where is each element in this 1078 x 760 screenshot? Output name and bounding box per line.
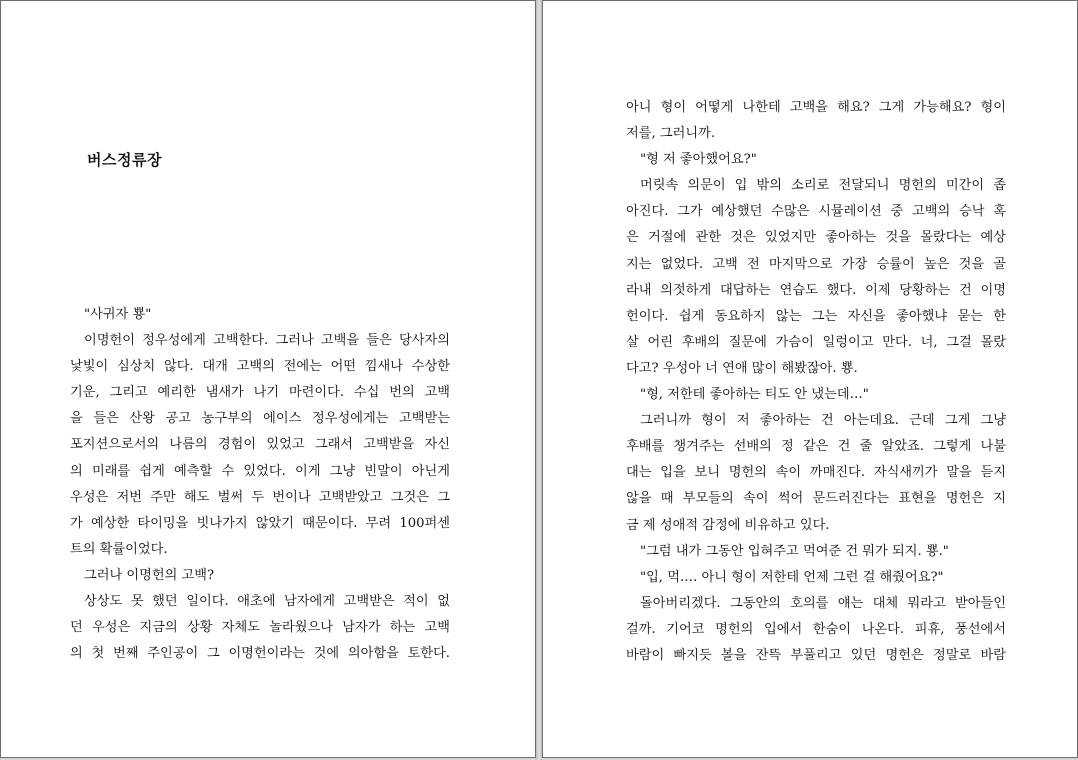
text-line: 상상도 못 했던 일이다. 애초에 남자에게 고백받은 적이 없 xyxy=(84,594,450,610)
text-line: 포지션으로서의 나름의 경험이 있었고 그래서 고백받을 자신 xyxy=(70,437,450,453)
text-line: 바람이 빠지듯 볼을 잔뜩 부풀리고 있던 명헌은 정말로 바람 xyxy=(626,647,1006,663)
text-line: 머릿속 의문이 입 밖의 소리로 전달되니 명헌의 미간이 좁 xyxy=(640,178,1006,194)
left-page-body xyxy=(70,302,450,667)
text-line: 의 미래를 쉽게 예측할 수 있었다. 이게 그냥 빈말이 아닌게 xyxy=(70,463,450,479)
text-line: 후배를 챙겨주는 선배의 정 같은 건 줄 알았죠. 그렇게 나불 xyxy=(626,439,1006,455)
text-line: 걸까. 기어코 명헌의 입에서 한숨이 나온다. 피휴, 풍선에서 xyxy=(626,621,1006,637)
text-line: 트의 확률이었다. xyxy=(70,541,168,557)
text-line: 의 첫 번째 주인공이 그 이명헌이라는 것에 의아함을 토한다. xyxy=(70,646,450,662)
text-line: 낯빛이 심상치 않다. 대개 고백의 전에는 어떤 낌새나 수상한 xyxy=(70,359,450,375)
text-line: 돌아버리겠다. 그동안의 호의를 얘는 대체 뭐라고 받아들인 xyxy=(640,595,1006,611)
text-line: 아진다. 그가 예상했던 수많은 시뮬레이션 중 고백의 승낙 혹 xyxy=(626,204,1006,220)
text-line: 그러나 이명헌의 고백? xyxy=(84,567,215,583)
text-line: 살 어린 후배의 질문에 가슴이 일렁이고 만다. 너, 그걸 몰랐 xyxy=(626,334,1006,350)
text-line: "형 저 좋아했어요?" xyxy=(640,152,757,168)
text-line: 않을 때 부모들의 속이 썩어 문드러진다는 표현을 명헌은 지 xyxy=(626,491,1006,507)
text-line: 금 제 성애적 감정에 비유하고 있다. xyxy=(626,517,830,533)
text-line: 던 우성은 지금의 상황 자체도 놀라웠으나 남자가 하는 고백 xyxy=(70,620,450,636)
text-line: 지는 없었다. 고백 전 마지막으로 가장 승률이 높은 것을 골 xyxy=(626,256,1006,272)
text-line: 가 예상한 타이밍을 빗나가지 않았기 때문이다. 무려 100퍼센 xyxy=(70,515,450,531)
text-line: 기운, 그리고 예리한 냄새가 나기 마련이다. 수십 번의 고백 xyxy=(70,385,450,401)
text-line: 을 들은 산왕 공고 농구부의 에이스 정우성에게는 고백받는 xyxy=(70,411,450,427)
text-line: 라내 의젓하게 대답하는 연습도 했다. 이제 당황하는 건 이명 xyxy=(626,282,1006,298)
text-line: 우성은 저번 주만 해도 벌써 두 번이나 고백받았고 그것은 그 xyxy=(70,489,450,505)
text-line: 그러니까 형이 저 좋아하는 건 아는데요. 근데 그게 그냥 xyxy=(640,413,1006,429)
text-line: "그럼 내가 그동안 입혀주고 먹여준 건 뭐가 되지. 뿅." xyxy=(640,543,949,559)
text-line: 은 거절에 관한 것은 있었지만 좋아하는 것을 몰랐다는 예상 xyxy=(626,230,1006,246)
text-line: 아니 형이 어떻게 나한테 고백을 해요? 그게 가능해요? 형이 xyxy=(626,100,1006,115)
text-line: "입, 먹…. 아니 형이 저한테 언제 그런 걸 해줬어요?" xyxy=(640,569,944,585)
text-line: 다고? 우성아 너 연애 많이 해봤잖아. 뿅. xyxy=(626,360,858,376)
text-line: "사귀자 뿅" xyxy=(84,307,152,322)
text-line: "형, 저한테 좋아하는 티도 안 냈는데…" xyxy=(640,387,869,403)
chapter-title: 버스정류장 xyxy=(87,151,162,169)
text-line: 헌이다. 쉽게 동요하지 않는 그는 자신을 좋아했냐 묻는 한 xyxy=(626,308,1006,324)
text-line: 저를, 그러니까. xyxy=(626,126,716,142)
text-line: 이명헌이 정우성에게 고백한다. 그러나 고백을 들은 당사자의 xyxy=(84,333,450,349)
text-line: 대는 입을 보니 명헌의 속이 까매진다. 자식새끼가 말을 듣지 xyxy=(626,465,1006,481)
right-page-body xyxy=(626,95,1006,669)
